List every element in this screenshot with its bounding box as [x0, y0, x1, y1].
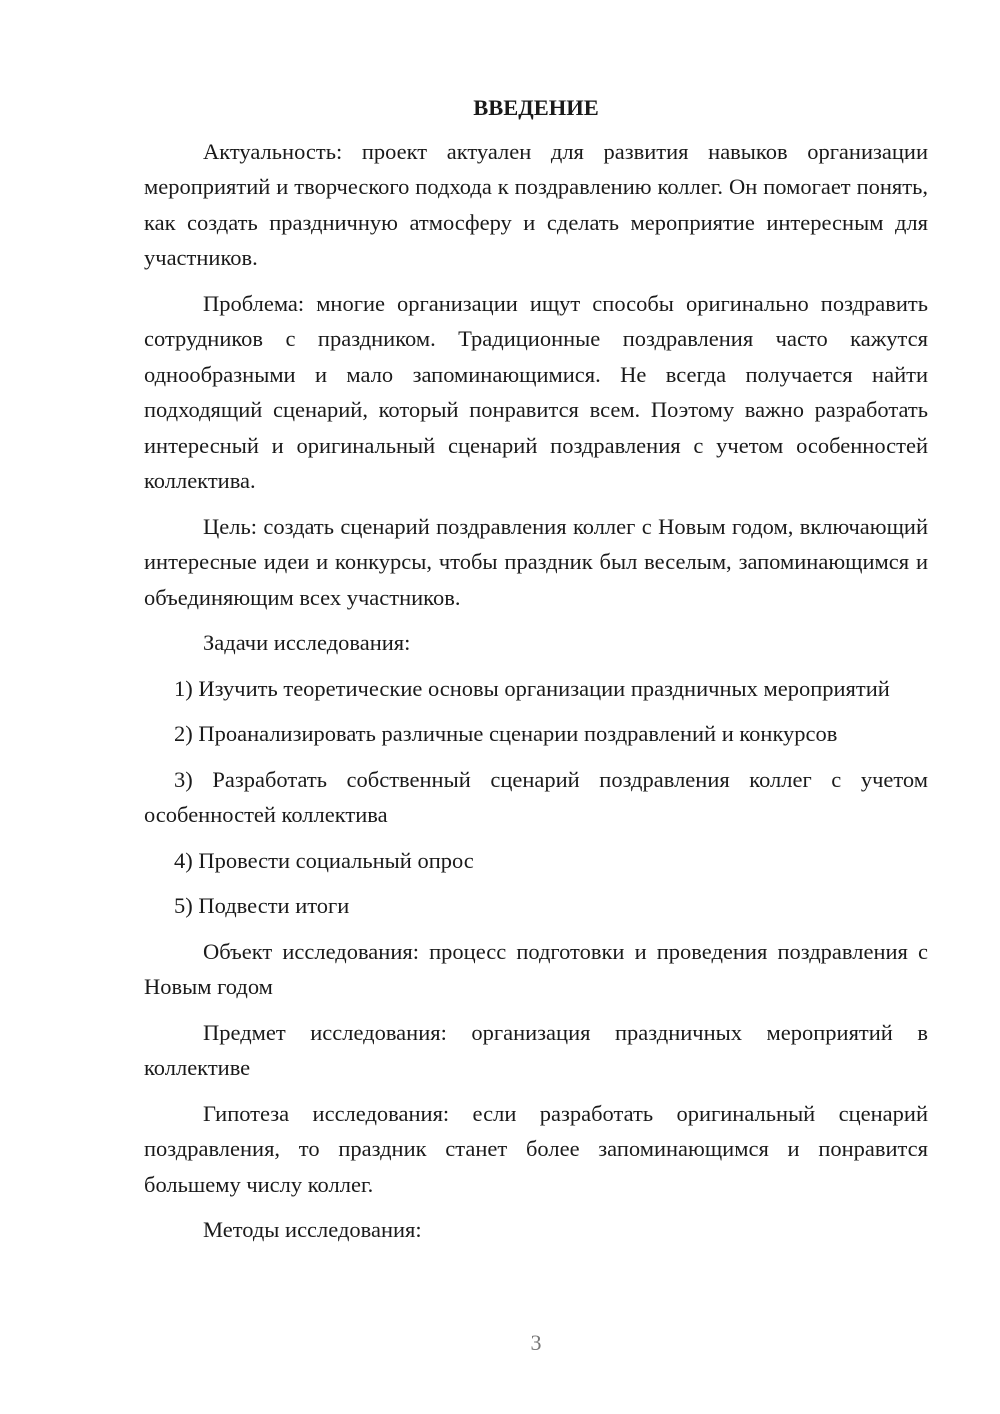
paragraph-subject: Предмет исследования: организация праздничных мероприятий в коллективе [144, 1019, 928, 1080]
paragraph-relevance: Актуальность: проект актуален для развития навыков организации мероприятий и творческого подхода к поздравлению коллег. Он помогает понять, как создать праздничную атмосферу и сделать мероприятие интересным для участников. [144, 138, 928, 270]
task-item-3: 3) Разработать собственный сценарий поздравления коллег с учетом особенностей коллектива [144, 766, 928, 827]
tasks-heading: Задачи исследования: [203, 630, 411, 655]
task-item-2: 2) Проанализировать различные сценарии поздравлений и конкурсов [174, 721, 838, 746]
page-number: 3 [530, 1330, 542, 1355]
task-item-5: 5) Подвести итоги [174, 893, 350, 918]
paragraph-goal: Цель: создать сценарий поздравления коллег с Новым годом, включающий интересные идеи и конкурсы, чтобы праздник был веселым, запоминающимся и объединяющим всех участников. [144, 513, 928, 610]
section-title: ВВЕДЕНИЕ [473, 95, 599, 120]
paragraph-problem: Проблема: многие организации ищут способы оригинально поздравить сотрудников с праздником. Традиционные поздравления часто кажутся однообразными и мало запоминающимися. Не всегда получается найти подходящий сценарий, который понравится всем. Поэтому важно разработать интересный и оригинальный сценарий поздравления с учетом особенностей коллектива. [144, 290, 928, 493]
task-item-1: 1) Изучить теоретические основы организации праздничных мероприятий [174, 675, 890, 701]
paragraph-hypothesis: Гипотеза исследования: если разработать оригинальный сценарий поздравления, то праздник станет более запоминающимся и понравится большему числу коллег. [144, 1100, 928, 1197]
paragraph-object: Объект исследования: процесс подготовки и проведения поздравления с Новым годом [144, 938, 928, 999]
methods-heading: Методы исследования: [203, 1217, 422, 1242]
document-page [144, 90, 928, 1258]
task-item-4: 4) Провести социальный опрос [174, 847, 474, 873]
